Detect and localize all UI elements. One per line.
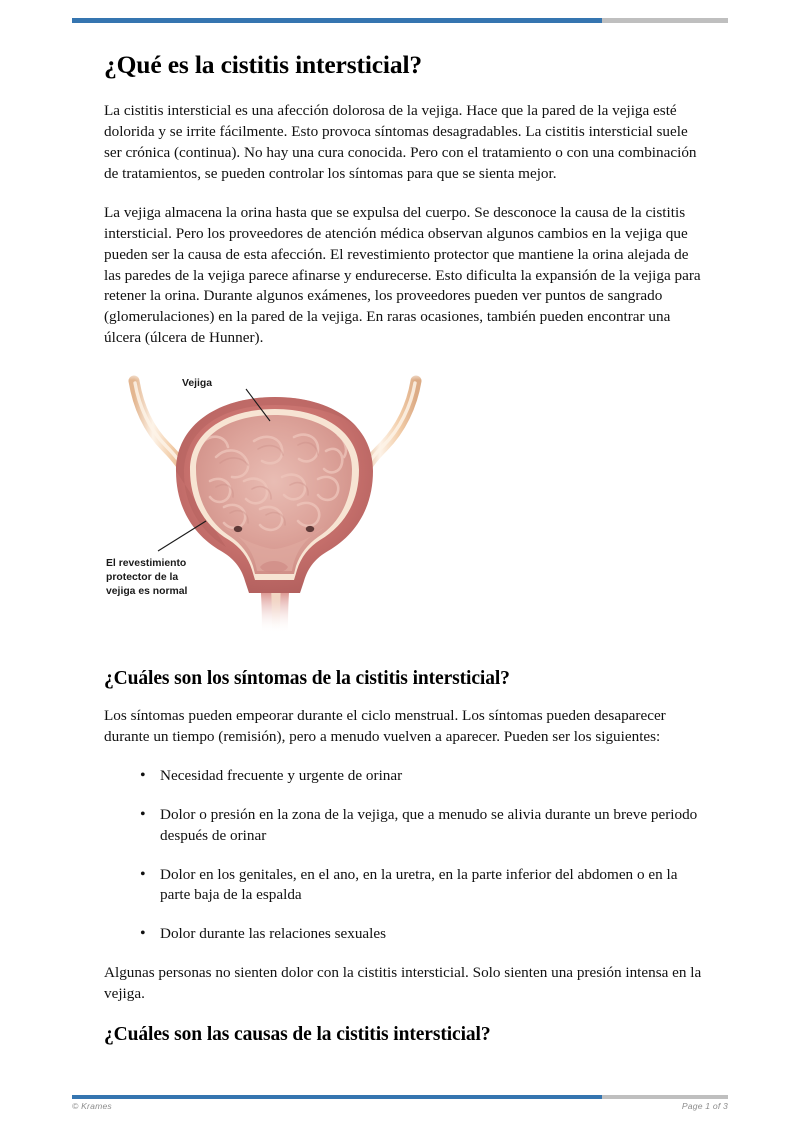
footer-rule-blue-segment xyxy=(72,1095,602,1099)
footer-copyright: © Krames xyxy=(72,1101,112,1111)
header-rule-blue-segment xyxy=(72,18,602,23)
ureteral-orifice-left xyxy=(234,525,242,531)
figure-label-lining-line-3: vejiga es normal xyxy=(106,585,188,597)
figure-label-bladder: Vejiga xyxy=(182,377,213,389)
list-item: • Necesidad frecuente y urgente de orinar xyxy=(140,766,704,787)
figure-label-lining-line-1: El revestimiento xyxy=(106,557,187,569)
symptoms-closing-paragraph: Algunas personas no sienten dolor con la cistitis intersticial. Solo sienten una presión intensa en la vejiga. xyxy=(104,963,702,1002)
footer-page-number: Page 1 of 3 xyxy=(681,1101,728,1111)
list-item: • Dolor durante las relaciones sexuales xyxy=(140,924,704,945)
intro-paragraph-2: La vejiga almacena la orina hasta que se expulsa del cuerpo. Se desconoce la causa de la cistitis intersticial. Pero los proveedores de atención médica observan algunos cambios en la vejiga que pueden ser la causa de esta afección. El revestimiento protector que mantiene la orina alejada de las paredes de la vejiga parece afinarse y endurecerse. Esto dificulta la expansión de la vejiga para retener la orina. Durante algunos exámenes, los proveedores pueden ver puntos de sangrado (glomerulaciones) en la pared de la vejiga. En raras ocasiones, también pueden encontrar una úlcera (úlcera de Hunner). xyxy=(104,204,701,346)
document-content xyxy=(104,50,704,1063)
header-rule xyxy=(72,18,728,23)
ureteral-orifice-right xyxy=(306,525,314,531)
intro-paragraph-1: La cistitis intersticial es una afección dolorosa de la vejiga. Hace que la pared de la vejiga esté dolorida y se irrite fácilmente. Esto provoca síntomas desagradables. La cistitis intersticial suele ser crónica (continua). No hay una cura conocida. Pero con el tratamiento o con una combinación de tratamientos, se pueden controlar los síntomas para que se sienta mejor. xyxy=(104,102,697,182)
bladder-illustration xyxy=(104,371,704,639)
list-item: • Dolor en los genitales, en el ano, en la uretra, en la parte inferior del abdomen o en la parte baja de la espalda xyxy=(140,865,704,907)
page-footer xyxy=(72,1101,728,1121)
section-heading-symptoms: ¿Cuáles son los síntomas de la cistitis intersticial? xyxy=(104,667,510,689)
leader-line-lining xyxy=(158,521,206,551)
footer-rule xyxy=(72,1095,728,1099)
footer-rule-gray-segment xyxy=(602,1095,728,1099)
figure-label-lining-line-2: protector de la xyxy=(106,571,179,583)
symptoms-intro-paragraph: Los síntomas pueden empeorar durante el ciclo menstrual. Los síntomas pueden desaparecer durante un tiempo (remisión), pero a menudo vuelven a aparecer. Pueden ser los siguientes: xyxy=(104,706,666,745)
symptom-list xyxy=(104,766,704,945)
list-item: • Dolor o presión en la zona de la vejiga, que a menudo se alivia durante un breve periodo después de orinar xyxy=(140,805,704,847)
section-heading-causes: ¿Cuáles son las causas de la cistitis intersticial? xyxy=(104,1024,491,1046)
bladder-diagram-svg xyxy=(104,371,704,639)
callout-lining xyxy=(106,521,206,597)
header-rule-gray-segment xyxy=(602,18,728,23)
page-title: ¿Qué es la cistitis intersticial? xyxy=(104,50,422,79)
